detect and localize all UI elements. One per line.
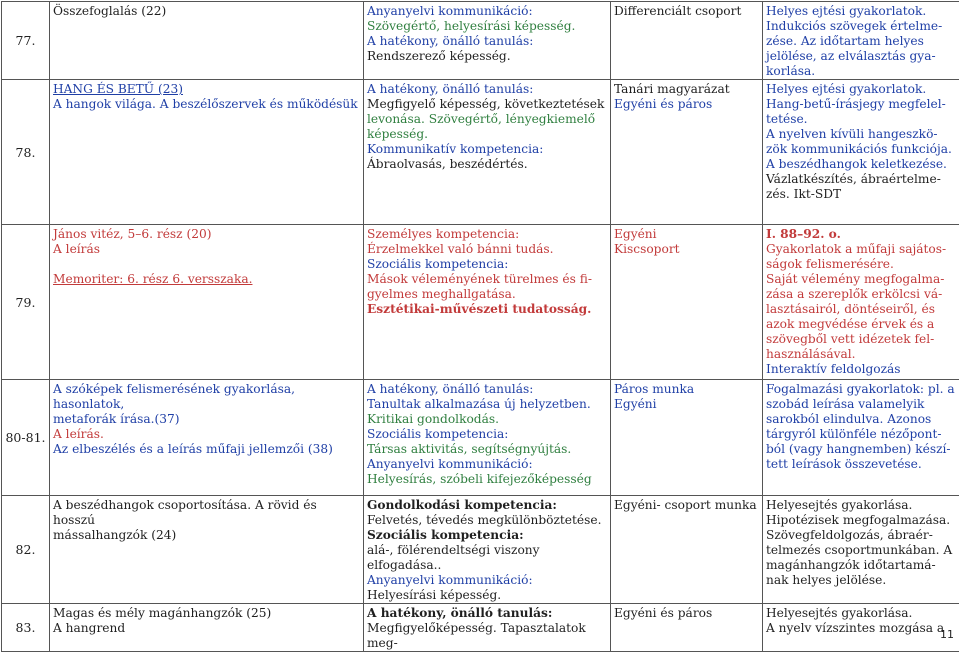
text-line: alá-, fölérendeltségi viszony elfogadása.. — [367, 543, 607, 573]
text-line: mássalhangzók (24) — [53, 528, 360, 543]
text-line: szövegből vett idézetek fel- — [766, 332, 956, 347]
text-line — [53, 257, 360, 272]
text-line: A beszédhangok csoportosítása. A rövid és hosszú — [53, 498, 360, 528]
text-line: Társas aktivitás, segítségnyújtás. — [367, 442, 607, 457]
lesson-number: 79. — [2, 225, 50, 380]
text-line: Memoriter: 6. rész 6. versszaka. — [53, 272, 360, 287]
lesson-number: 78. — [2, 80, 50, 225]
text-line: tett leírások összevetése. — [766, 457, 956, 472]
text-line: Páros munka — [614, 382, 759, 397]
text-line: Személyes kompetencia: — [367, 227, 607, 242]
text-line: Szövegfeldolgozás, ábraér- — [766, 528, 956, 543]
text-line: I. 88–92. o. — [766, 227, 956, 242]
text-line: A hatékony, önálló tanulás: — [367, 606, 607, 621]
text-line: szobád leírása valamelyik — [766, 397, 956, 412]
text-line: Egyéni- csoport munka — [614, 498, 759, 513]
page-number: 11 — [940, 628, 954, 641]
notes-cell — [763, 2, 959, 80]
text-line: Indukciós szövegek értelme- — [766, 19, 956, 34]
text-line: jelölése, az elválasztás gya- — [766, 49, 956, 64]
text-line: Egyéni és páros — [614, 606, 759, 621]
text-line: Szociális kompetencia: — [367, 427, 607, 442]
text-line: levonása. Szövegértő, lényegkiemelő — [367, 112, 607, 127]
text-line: A hatékony, önálló tanulás: — [367, 82, 607, 97]
notes-cell — [763, 604, 959, 652]
text-line: tárgyról különféle nézőpont- — [766, 427, 956, 442]
table-row — [2, 2, 959, 80]
text-line: nak helyes jelölése. — [766, 573, 956, 588]
lesson-number: 83. — [2, 604, 50, 652]
text-line: Egyéni és páros — [614, 97, 759, 112]
text-line: A nyelv vízszintes mozgása a — [766, 621, 956, 636]
text-line: Anyanyelvi kommunikáció: — [367, 573, 607, 588]
text-line: HANG ÉS BETŰ (23) — [53, 82, 360, 97]
text-line: Anyanyelvi kommunikáció: — [367, 457, 607, 472]
text-line: Szociális kompetencia: — [367, 257, 607, 272]
text-line: Érzelmekkel való bánni tudás. — [367, 242, 607, 257]
topic-cell — [50, 225, 364, 380]
text-line: A hatékony, önálló tanulás: — [367, 382, 607, 397]
text-line: Fogalmazási gyakorlatok: pl. a — [766, 382, 956, 397]
method-cell — [611, 380, 763, 496]
text-line: A hangok világa. A beszélőszervek és működésük — [53, 97, 360, 112]
topic-cell — [50, 604, 364, 652]
text-line: Hipotézisek megfogalmazása. — [766, 513, 956, 528]
topic-cell — [50, 380, 364, 496]
text-line: Ábraolvasás, beszédértés. — [367, 157, 607, 172]
text-line: Tanultak alkalmazása új helyzetben. — [367, 397, 607, 412]
method-cell — [611, 225, 763, 380]
text-line: Az elbeszélés és a leírás műfaji jellemzői (38) — [53, 442, 360, 457]
competence-cell — [364, 496, 611, 604]
table-row — [2, 496, 959, 604]
text-line: sarokból elindulva. Azonos — [766, 412, 956, 427]
text-line: Kritikai gondolkodás. — [367, 412, 607, 427]
text-line: Helyesírás, szóbeli kifejezőképesség — [367, 472, 607, 487]
competence-cell — [364, 380, 611, 496]
notes-cell — [763, 380, 959, 496]
text-line: ból (vagy hangnemben) készí- — [766, 442, 956, 457]
text-line: Differenciált csoport — [614, 4, 759, 19]
text-line: Gyakorlatok a műfaji sajátos- — [766, 242, 956, 257]
competence-cell — [364, 2, 611, 80]
text-line: korlása. — [766, 64, 956, 79]
text-line: zése. Az időtartam helyes — [766, 34, 956, 49]
text-line: A nyelven kívüli hangeszkö- — [766, 127, 956, 142]
notes-cell — [763, 496, 959, 604]
text-line: Rendszerező képesség. — [367, 49, 607, 64]
text-line: A szóképek felismerésének gyakorlása, hasonlatok, — [53, 382, 360, 412]
method-cell — [611, 496, 763, 604]
text-line: Kiscsoport — [614, 242, 759, 257]
text-line: A leírás. — [53, 427, 360, 442]
text-line: Felvetés, tévedés megkülönböztetése. — [367, 513, 607, 528]
text-line: Egyéni — [614, 227, 759, 242]
text-line: A leírás — [53, 242, 360, 257]
lesson-number: 77. — [2, 2, 50, 80]
text-line: Szövegértő, helyesírási képesség. — [367, 19, 607, 34]
text-line: Esztétikai-művészeti tudatosság. — [367, 302, 607, 317]
text-line: használásával. — [766, 347, 956, 362]
text-line: Interaktív feldolgozás — [766, 362, 956, 377]
competence-cell — [364, 604, 611, 652]
text-line: A hangrend — [53, 621, 360, 636]
method-cell — [611, 604, 763, 652]
text-line: ságok felismerésére. — [766, 257, 956, 272]
notes-cell — [763, 225, 959, 380]
text-line: Szociális kompetencia: — [367, 528, 607, 543]
text-line: Helyesejtés gyakorlása. — [766, 498, 956, 513]
text-line: Helyes ejtési gyakorlatok. — [766, 4, 956, 19]
text-line: A beszédhangok keletkezése. — [766, 157, 956, 172]
text-line: Vázlatkészítés, ábraértelme- — [766, 172, 956, 187]
text-line: Mások véleményének türelmes és fi- — [367, 272, 607, 287]
notes-cell — [763, 80, 959, 225]
text-line: zása a szereplők erkölcsi vá- — [766, 287, 956, 302]
text-line: Helyesírási képesség. — [367, 588, 607, 603]
text-line: magánhangzók időtartamá- — [766, 558, 956, 573]
text-line: tetése. — [766, 112, 956, 127]
table-row — [2, 604, 959, 652]
text-line: Magas és mély magánhangzók (25) — [53, 606, 360, 621]
text-line: gyelmes meghallgatása. — [367, 287, 607, 302]
topic-cell — [50, 496, 364, 604]
text-line: Tanári magyarázat — [614, 82, 759, 97]
text-line: Gondolkodási kompetencia: — [367, 498, 607, 513]
text-line: Megfigyelő képesség, következtetések — [367, 97, 607, 112]
table-row — [2, 380, 959, 496]
topic-cell — [50, 2, 364, 80]
lesson-number: 80-81. — [2, 380, 50, 496]
competence-cell — [364, 225, 611, 380]
lesson-number: 82. — [2, 496, 50, 604]
text-line: A hatékony, önálló tanulás: — [367, 34, 607, 49]
table-body — [2, 2, 959, 652]
text-line: Megfigyelőképesség. Tapasztalatok meg- — [367, 621, 607, 651]
text-line: Egyéni — [614, 397, 759, 412]
text-line: Helyesejtés gyakorlása. — [766, 606, 956, 621]
text-line: telmezés csoportmunkában. A — [766, 543, 956, 558]
text-line: zés. Ikt-SDT — [766, 187, 956, 202]
curriculum-table — [1, 1, 959, 652]
table-row — [2, 80, 959, 225]
text-line: azok megvédése érvek és a — [766, 317, 956, 332]
method-cell — [611, 2, 763, 80]
text-line: Kommunikatív kompetencia: — [367, 142, 607, 157]
text-line: Saját vélemény megfogalma- — [766, 272, 956, 287]
text-line: Hang-betű-írásjegy megfelel- — [766, 97, 956, 112]
text-line: Összefoglalás (22) — [53, 4, 360, 19]
text-line: metaforák írása.(37) — [53, 412, 360, 427]
text-line: lasztásairól, döntéseiről, és — [766, 302, 956, 317]
text-line: képesség. — [367, 127, 607, 142]
method-cell — [611, 80, 763, 225]
table-row — [2, 225, 959, 380]
topic-cell — [50, 80, 364, 225]
competence-cell — [364, 80, 611, 225]
text-line: János vitéz, 5–6. rész (20) — [53, 227, 360, 242]
text-line: Helyes ejtési gyakorlatok. — [766, 82, 956, 97]
text-line: zök kommunikációs funkciója. — [766, 142, 956, 157]
text-line: Anyanyelvi kommunikáció: — [367, 4, 607, 19]
